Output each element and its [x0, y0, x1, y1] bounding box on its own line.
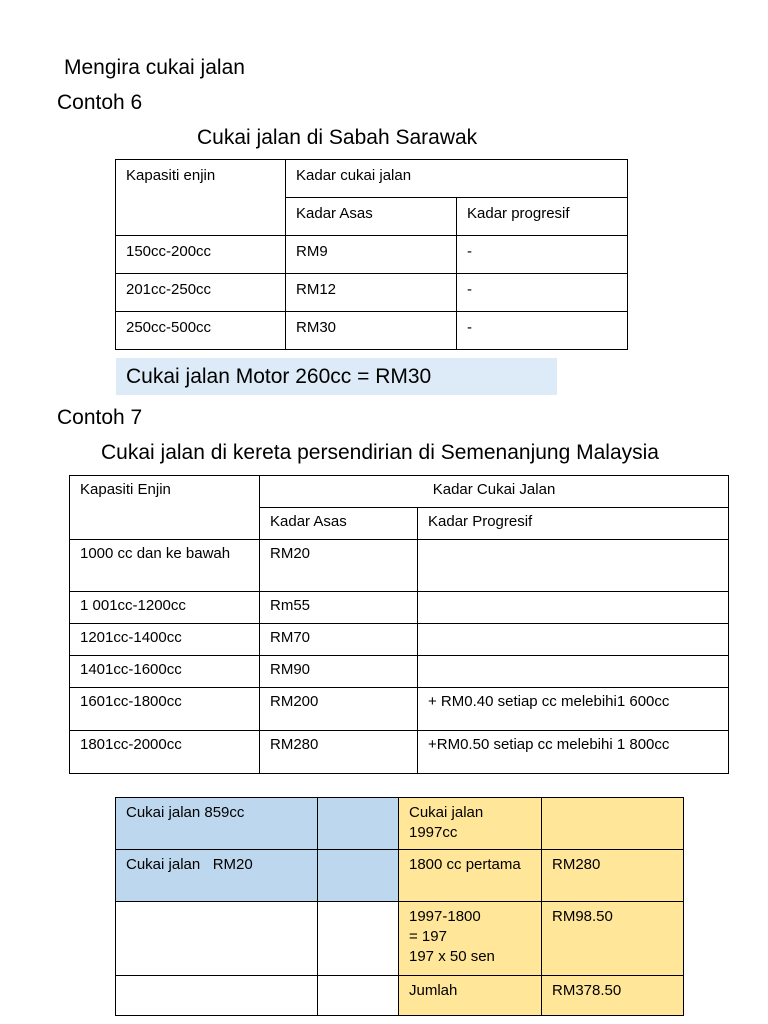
cell-progressive: +RM0.50 setiap cc melebihi 1 800cc: [418, 731, 729, 774]
example-6-title: Cukai jalan di Sabah Sarawak: [197, 126, 478, 149]
cell-base: Rm55: [260, 592, 418, 624]
cell-base: RM30: [286, 312, 457, 350]
table-row: [116, 312, 628, 350]
header-progressive: Kadar progresif: [457, 198, 628, 236]
cell-base: RM9: [286, 236, 457, 274]
cell-base: RM200: [260, 688, 418, 731]
example-7-title: Cukai jalan di kereta persendirian di Semenanjung Malaysia: [101, 441, 659, 464]
cell-progressive: [418, 592, 729, 624]
calc-first-1800cc-value: RM280: [542, 850, 684, 902]
table-row: [70, 731, 729, 774]
example-7-label: Contoh 7: [57, 406, 143, 429]
header-base: Kadar Asas: [260, 508, 418, 540]
header-rate: Kadar cukai jalan: [286, 160, 628, 198]
header-capacity: Kapasiti enjin: [116, 160, 286, 236]
semenanjung-table: [69, 475, 729, 774]
calc-empty-cell: [116, 902, 318, 976]
cell-capacity: 250cc-500cc: [116, 312, 286, 350]
cell-base: RM70: [260, 624, 418, 656]
header-rate: Kadar Cukai Jalan: [260, 476, 729, 508]
cell-capacity: 1801cc-2000cc: [70, 731, 260, 774]
cell-base: RM90: [260, 656, 418, 688]
table-row: [116, 274, 628, 312]
calc-total-label: Jumlah: [399, 976, 542, 1016]
example-6-label: Contoh 6: [57, 91, 143, 114]
cell-capacity: 1401cc-1600cc: [70, 656, 260, 688]
calc-empty-cell: [116, 976, 318, 1016]
cell-progressive: -: [457, 312, 628, 350]
table-row: [116, 236, 628, 274]
calc-1997cc-label: Cukai jalan 1997cc: [399, 798, 542, 850]
cell-progressive: -: [457, 274, 628, 312]
cell-progressive: [418, 540, 729, 592]
cell-capacity: 1000 cc dan ke bawah: [70, 540, 260, 592]
cell-capacity: 201cc-250cc: [116, 274, 286, 312]
cell-capacity: 1201cc-1400cc: [70, 624, 260, 656]
calc-859cc-label: Cukai jalan 859cc: [116, 798, 318, 850]
table-row: [70, 592, 729, 624]
page-heading: Mengira cukai jalan: [64, 56, 245, 79]
calc-excess-value: RM98.50: [542, 902, 684, 976]
cell-base: RM12: [286, 274, 457, 312]
calc-empty-cell: [318, 850, 399, 902]
calc-excess-line: = 197: [409, 928, 447, 945]
cell-capacity: 1601cc-1800cc: [70, 688, 260, 731]
cell-base: RM280: [260, 731, 418, 774]
calc-excess-working: [399, 902, 542, 976]
calc-empty-cell: [542, 798, 684, 850]
calc-empty-cell: [318, 798, 399, 850]
calc-empty-cell: [318, 902, 399, 976]
calc-859cc-result: Cukai jalan RM20: [116, 850, 318, 902]
cell-progressive: + RM0.40 setiap cc melebihi1 600cc: [418, 688, 729, 731]
table-row: [70, 540, 729, 592]
cell-capacity: 1 001cc-1200cc: [70, 592, 260, 624]
calc-empty-cell: [318, 976, 399, 1016]
cell-progressive: [418, 624, 729, 656]
cell-progressive: -: [457, 236, 628, 274]
header-base: Kadar Asas: [286, 198, 457, 236]
header-capacity: Kapasiti Enjin: [70, 476, 260, 540]
cell-progressive: [418, 656, 729, 688]
table-row: [70, 656, 729, 688]
calc-excess-line: 197 x 50 sen: [409, 948, 495, 965]
calc-first-1800cc-label: 1800 cc pertama: [399, 850, 542, 902]
table-row: [70, 624, 729, 656]
calculation-table: [115, 797, 684, 1016]
table-row: [70, 688, 729, 731]
header-progressive: Kadar Progresif: [418, 508, 729, 540]
sabah-sarawak-table: [115, 159, 628, 350]
example-6-result: Cukai jalan Motor 260cc = RM30: [116, 358, 557, 395]
calc-total-value: RM378.50: [542, 976, 684, 1016]
cell-capacity: 150cc-200cc: [116, 236, 286, 274]
calc-excess-line: 1997-1800: [409, 908, 481, 925]
cell-base: RM20: [260, 540, 418, 592]
